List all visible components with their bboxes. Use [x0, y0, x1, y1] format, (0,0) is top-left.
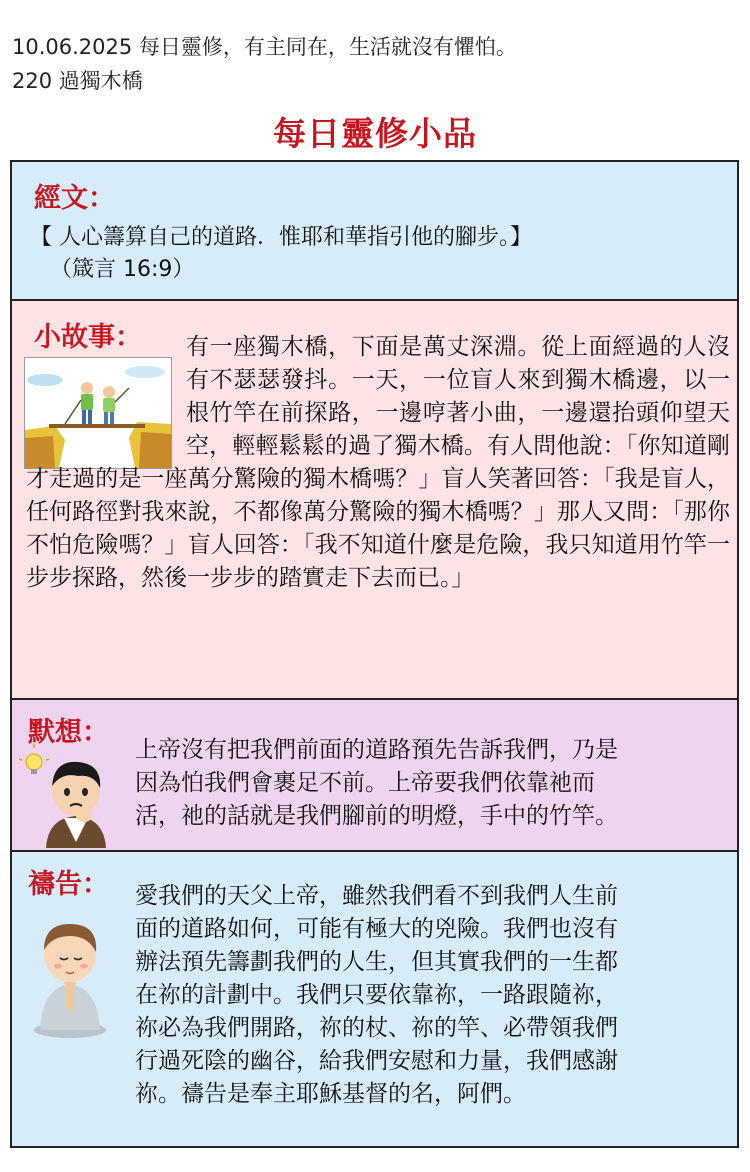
- prayer-line: 祢必為我們開路，祢的杖、祢的竿、必帶領我們: [135, 1015, 618, 1041]
- prayer-section: [12, 852, 737, 1146]
- main-title: 每日靈修小品: [273, 114, 477, 153]
- prayer-line: 在祢的計劃中。我們只要依靠祢，一路跟隨祢，: [135, 982, 618, 1008]
- scripture-reference: （箴言 16:9）: [50, 257, 195, 282]
- thinking-boy-illustration: [18, 742, 126, 850]
- date-line: 10.06.2025 每日靈修，有主同在，生活就沒有懼怕。: [12, 35, 517, 59]
- prayer-line: 行過死陰的幽谷，給我們安慰和力量，我們感謝: [135, 1048, 618, 1074]
- meditation-line: 上帝沒有把我們前面的道路預先告訴我們，乃是: [135, 737, 618, 763]
- meditation-label: 默想：: [28, 717, 109, 748]
- prayer-line: 面的道路如何，可能有極大的兇險。我們也沒有: [135, 916, 618, 942]
- prayer-text: [135, 880, 618, 1111]
- devotion-card: [10, 160, 739, 1148]
- scripture-section: [12, 162, 737, 301]
- meditation-line: 因為怕我們會裹足不前。上帝要我們依靠祂而: [135, 770, 595, 796]
- prayer-line: 祢。禱告是奉主耶穌基督的名，阿們。: [135, 1081, 526, 1107]
- scripture-verse: 【 人心籌算自己的道路．惟耶和華指引他的腳步。】: [30, 225, 532, 250]
- prayer-label: 禱告：: [28, 869, 109, 900]
- praying-child-illustration: [20, 910, 120, 1040]
- story-text-block: [26, 331, 730, 595]
- prayer-line: 辦法預先籌劃我們的人生，但其實我們的一生都: [135, 949, 618, 975]
- meditation-line: 活，祂的話就是我們腳前的明燈，手中的竹竿。: [135, 803, 618, 829]
- story-text: 有一座獨木橋，下面是萬丈深淵。從上面經過的人沒有不瑟瑟發抖。一天，一位盲人來到獨木橋邊，以一根竹竿在前探路，一邊哼著小曲，一邊還抬頭仰望天空，輕輕鬆鬆的過了獨木橋。有人問他說：「你知道剛才走過的是一座萬分驚險的獨木橋嗎？」盲人笑著回答：「我是盲人，任何路徑對我來說，不都像萬分驚險的獨木橋嗎？」那人又問：「那你不怕危險嗎？」盲人回答：「我不知道什麼是危險，我只知道用竹竿一步步探路，然後一步步的踏實走下去而已。」: [26, 334, 730, 591]
- post-header: [12, 30, 517, 98]
- scripture-label: 經文：: [34, 183, 115, 214]
- story-section: [12, 301, 737, 700]
- prayer-line: 愛我們的天父上帝，雖然我們看不到我們人生前: [135, 883, 618, 909]
- meditation-section: [12, 700, 737, 852]
- devotion-number-title: 220 過獨木橋: [12, 69, 143, 93]
- meditation-text: [135, 734, 618, 833]
- story-label: 小故事：: [34, 322, 142, 353]
